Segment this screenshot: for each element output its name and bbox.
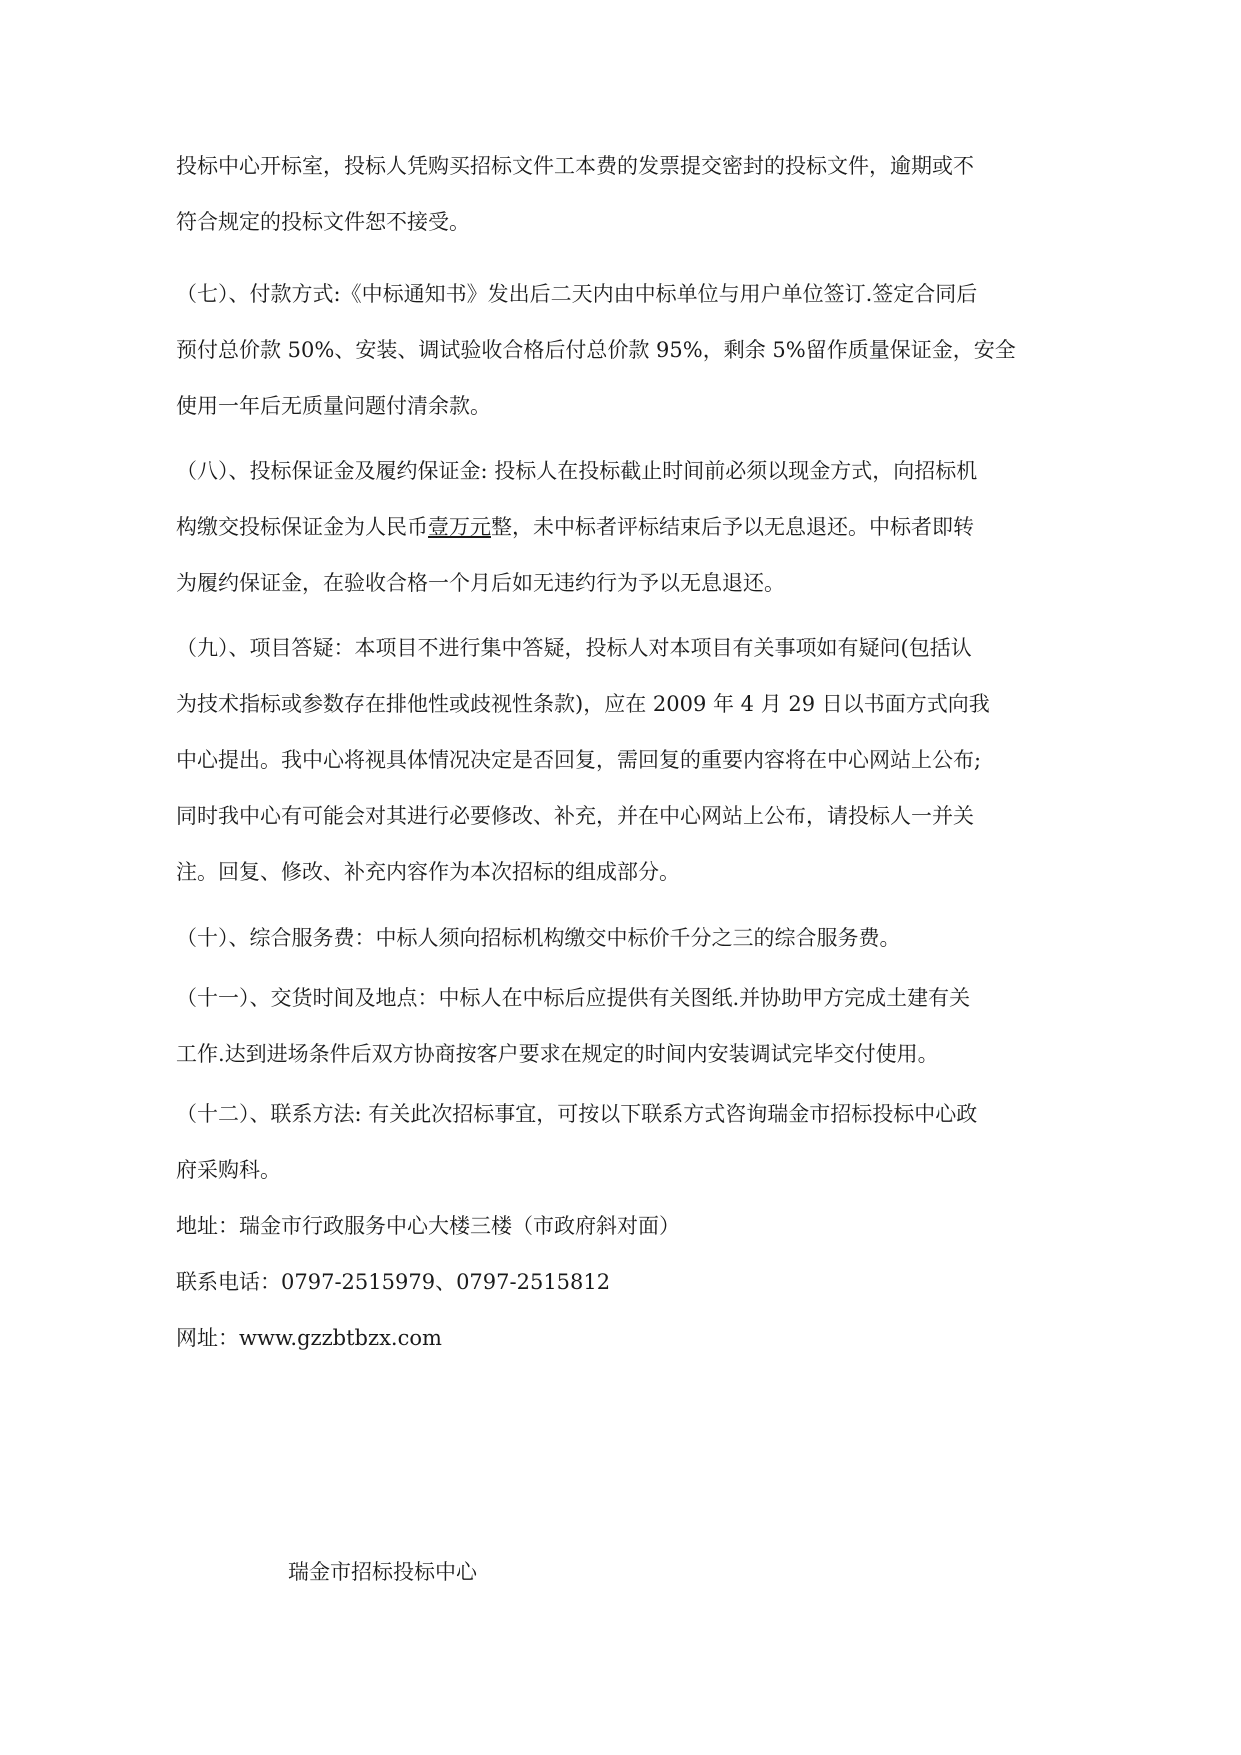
contact-website[interactable]: 网址：www.gzzbtbzx.com xyxy=(176,1326,442,1350)
underlined-amount: 壹万元 xyxy=(428,515,491,539)
paragraph-deposit xyxy=(176,443,1116,611)
text-line: 为技术指标或参数存在排他性或歧视性条款)，应在 2009 年 4 月 29 日以书面方式向我 xyxy=(176,692,990,716)
text-line: （十二）、联系方法: 有关此次招标事宜，可按以下联系方式咨询瑞金市招标投标中心政 xyxy=(176,1102,978,1126)
paragraph-bid-submission xyxy=(176,138,1116,250)
paragraph-delivery xyxy=(176,970,1116,1082)
text-line: 同时我中心有可能会对其进行必要修改、补充，并在中心网站上公布，请投标人一并关 xyxy=(176,804,974,828)
text-line: 注。回复、修改、补充内容作为本次招标的组成部分。 xyxy=(176,860,680,884)
text-line: （七）、付款方式:《中标通知书》发出后二天内由中标单位与用户单位签订.签定合同后 xyxy=(176,282,978,306)
paragraph-qa xyxy=(176,620,1116,900)
paragraph-service-fee xyxy=(176,910,1116,966)
text-line: 符合规定的投标文件恕不接受。 xyxy=(176,210,470,234)
text-line: 工作.达到进场条件后双方协商按客户要求在规定的时间内安装调试完毕交付使用。 xyxy=(176,1042,939,1066)
text-line: （十一）、交货时间及地点：中标人在中标后应提供有关图纸.并协助甲方完成土建有关 xyxy=(176,986,971,1010)
text-segment: 构缴交投标保证金为人民币 xyxy=(176,515,428,539)
signature-organization: 瑞金市招标投标中心 xyxy=(288,1560,477,1584)
text-line: 预付总价款 50%、安装、调试验收合格后付总价款 95%，剩余 5%留作质量保证金，安全 xyxy=(176,338,1016,362)
text-line xyxy=(176,499,1116,555)
text-line: 投标中心开标室，投标人凭购买招标文件工本费的发票提交密封的投标文件，逾期或不 xyxy=(176,154,974,178)
text-segment: 整，未中标者评标结束后予以无息退还。中标者即转 xyxy=(491,515,974,539)
text-line: 中心提出。我中心将视具体情况决定是否回复，需回复的重要内容将在中心网站上公布; xyxy=(176,748,982,772)
paragraph-payment-method xyxy=(176,266,1116,434)
contact-phone: 联系电话：0797-2515979、0797-2515812 xyxy=(176,1270,611,1294)
text-line: 为履约保证金，在验收合格一个月后如无违约行为予以无息退还。 xyxy=(176,571,785,595)
text-line: （九）、项目答疑：本项目不进行集中答疑，投标人对本项目有关事项如有疑问(包括认 xyxy=(176,636,972,660)
text-line: 府采购科。 xyxy=(176,1158,281,1182)
paragraph-contact-method xyxy=(176,1086,1116,1198)
text-line: （十）、综合服务费：中标人须向招标机构缴交中标价千分之三的综合服务费。 xyxy=(176,926,901,950)
text-line: 使用一年后无质量问题付清余款。 xyxy=(176,394,491,418)
contact-address: 地址：瑞金市行政服务中心大楼三楼（市政府斜对面） xyxy=(176,1214,680,1238)
text-line: （八）、投标保证金及履约保证金: 投标人在投标截止时间前必须以现金方式，向招标机 xyxy=(176,459,978,483)
